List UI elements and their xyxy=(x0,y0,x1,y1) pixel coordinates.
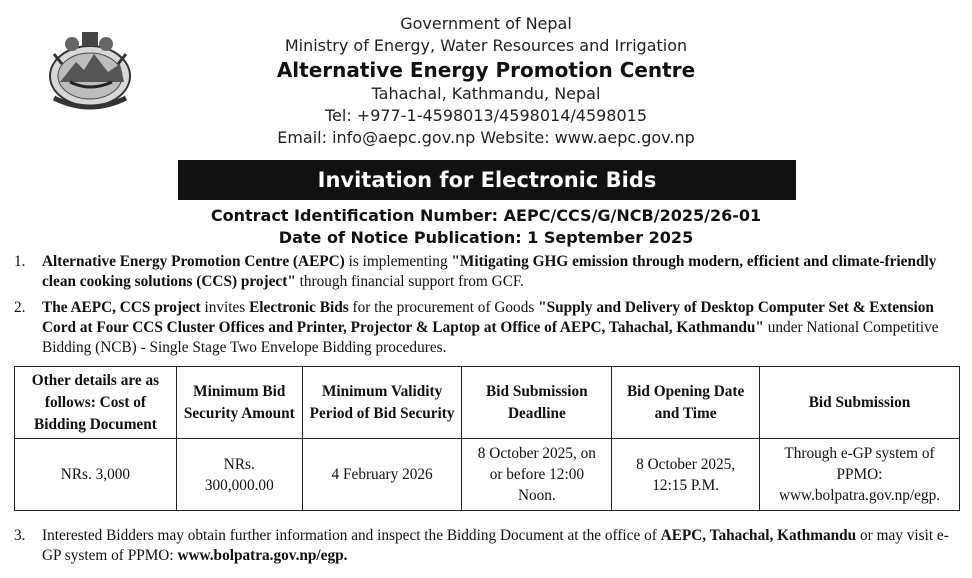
bid-security-validity: 4 February 2026 xyxy=(302,439,462,511)
paragraph-number: 2. xyxy=(14,299,26,316)
column-header: Other details are as follows: Cost of Bidding Document xyxy=(15,367,177,439)
egp-link[interactable]: www.bolpatra.gov.np/egp. xyxy=(177,547,348,564)
column-header: Bid Submission Deadline xyxy=(462,367,612,439)
opening-date-time: 8 October 2025, 12:15 P.M. xyxy=(612,439,760,511)
text-span: under National Competitive Bidding (NCB) - Single Stage Two Envelope Bidding procedures. xyxy=(42,319,939,356)
text-span: Interested Bidders may obtain further information and inspect the Bidding Document at the office of xyxy=(42,527,661,544)
text-span: is implementing xyxy=(344,253,452,270)
column-header: Bid Submission xyxy=(760,367,960,439)
paragraph-number: 3. xyxy=(14,527,26,544)
notice-publication-date: Date of Notice Publication: 1 September 2025 xyxy=(278,228,694,247)
column-header: Bid Opening Date and Time xyxy=(612,367,760,439)
paragraph-2 xyxy=(14,298,960,358)
office-location: AEPC, Tahachal, Kathmandu xyxy=(660,527,857,544)
text-span: invites xyxy=(200,299,250,316)
text-span: through financial support from GCF. xyxy=(295,273,525,290)
government-name: Government of Nepal xyxy=(400,14,572,33)
column-header: Minimum Validity Period of Bid Security xyxy=(302,367,462,439)
notice-title-banner: Invitation for Electronic Bids xyxy=(178,160,796,200)
ministry-name: Ministry of Energy, Water Resources and Irrigation xyxy=(284,36,688,55)
bid-details-table xyxy=(14,366,960,511)
telephone-line: Tel: +977-1-4598013/4598014/4598015 xyxy=(324,106,648,125)
paragraph-number: 1. xyxy=(14,253,26,270)
column-header: Minimum Bid Security Amount xyxy=(176,367,302,439)
bidding-document-cost: NRs. 3,000 xyxy=(15,439,177,511)
bid-type: Electronic Bids xyxy=(249,299,349,316)
project-reference: The AEPC, CCS project xyxy=(42,299,201,316)
organization-address: Tahachal, Kathmandu, Nepal xyxy=(371,84,601,103)
table-header-row xyxy=(15,367,960,439)
table-row xyxy=(15,439,960,511)
project-title: "Mitigating GHG emission through modern, efficient and climate-friendly clean cooking solutions (CCS) project" xyxy=(42,253,937,290)
organization-reference: Alternative Energy Promotion Centre (AEPC) xyxy=(42,253,345,270)
contract-identification-number: Contract Identification Number: AEPC/CCS/G/NCB/2025/26-01 xyxy=(210,206,762,225)
letterhead xyxy=(180,13,792,149)
paragraph-1 xyxy=(14,252,960,292)
text-span: for the procurement of Goods xyxy=(348,299,539,316)
bid-submission-method: Through e-GP system of PPMO: www.bolpatra.gov.np/egp. xyxy=(760,439,960,511)
paragraph-3 xyxy=(14,526,960,566)
text-span: or may visit e-GP system of PPMO: xyxy=(42,527,949,564)
email-website-line: Email: info@aepc.gov.np Website: www.aepc.gov.np xyxy=(277,128,695,147)
bid-security-amount: NRs. 300,000.00 xyxy=(176,439,302,511)
nepal-emblem-logo xyxy=(42,24,138,112)
submission-deadline: 8 October 2025, on or before 12:00 Noon. xyxy=(462,439,612,511)
organization-name: Alternative Energy Promotion Centre xyxy=(276,58,696,82)
procurement-title: "Supply and Delivery of Desktop Computer Set & Extension Cord at Four CCS Cluster Offices and Printer, Projector & Laptop at Office of AEPC, Tahachal, Kathmandu" xyxy=(42,299,934,336)
